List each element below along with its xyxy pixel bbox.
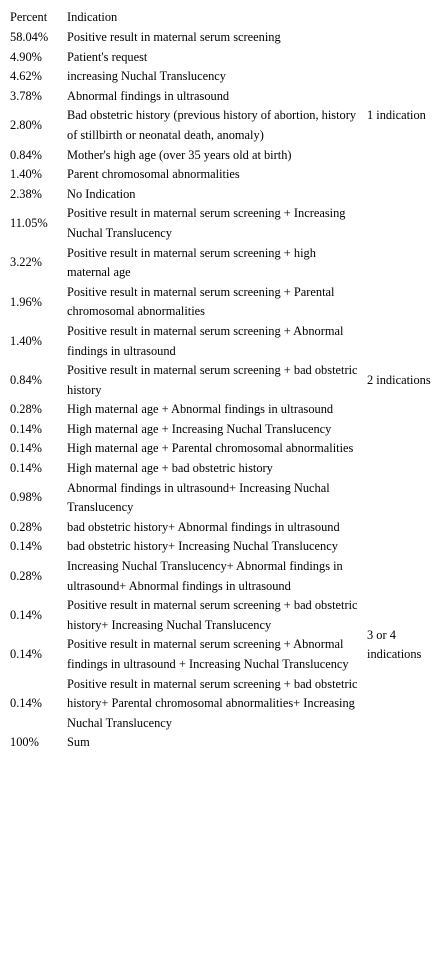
percent-cell: 11.05% — [10, 216, 48, 231]
indication-cell: Bad obstetric history (previous history of abortion, history of stillbirth or neonatal death, anomaly) — [67, 108, 357, 142]
indication-count-group: 3 or 4 indications — [367, 627, 422, 662]
indication-count-group: 2 indications — [367, 372, 431, 387]
percent-cell: 0.84% — [10, 147, 43, 162]
percent-cell: 0.14% — [10, 441, 43, 456]
indication-cell: Positive result in maternal serum screening + Abnormal findings in ultrasound — [67, 323, 344, 358]
indication-cell: increasing Nuchal Translucency — [67, 69, 226, 84]
table-body — [8, 28, 438, 733]
percent-cell: 0.14% — [10, 539, 43, 554]
percent-cell: 0.14% — [10, 696, 43, 711]
indication-cell: Parent chromosomal abnormalities — [67, 167, 240, 182]
percent-cell: 0.14% — [10, 461, 43, 476]
indication-cell: High maternal age + Abnormal findings in ultrasound — [67, 402, 334, 417]
indication-cell: Positive result in maternal serum screening + Abnormal findings in ultrasound + Increasing Nuchal Translucency — [67, 637, 349, 671]
indication-cell: Positive result in maternal serum screening + Parental chromosomal abnormalities — [67, 284, 335, 319]
percent-cell: 3.78% — [10, 88, 43, 103]
percent-cell: 3.22% — [10, 255, 43, 270]
indication-cell: bad obstetric history+ Abnormal findings in ultrasound — [67, 519, 340, 534]
sum-group — [361, 733, 438, 753]
indication-cell: Abnormal findings in ultrasound+ Increasing Nuchal Translucency — [67, 480, 330, 515]
indication-table — [8, 8, 438, 753]
percent-cell: 0.14% — [10, 608, 43, 623]
indication-cell: bad obstetric history+ Increasing Nuchal Translucency — [67, 539, 338, 554]
indication-column-header: Indication — [67, 10, 118, 25]
table-row — [8, 28, 438, 48]
indication-cell: High maternal age + bad obstetric history — [67, 461, 273, 476]
indication-cell: Positive result in maternal serum screening — [67, 30, 281, 44]
sum-percent: 100% — [10, 735, 39, 750]
percent-cell: 2.80% — [10, 118, 43, 133]
indication-cell: Patient's request — [67, 49, 148, 64]
percent-cell: 0.98% — [10, 490, 43, 505]
indication-cell: Positive result in maternal serum screening + bad obstetric history+ Increasing Nuchal Translucency — [67, 598, 358, 632]
indication-cell: No Indication — [67, 186, 136, 201]
percent-cell: 0.14% — [10, 647, 43, 662]
indication-count-group: 1 indication — [367, 108, 426, 123]
table-row — [8, 204, 438, 243]
indication-cell: Positive result in maternal serum screening + Increasing Nuchal Translucency — [67, 206, 346, 240]
percent-cell: 0.14% — [10, 421, 43, 436]
indication-cell: Positive result in maternal serum screening + bad obstetric history+ Parental chromosomal abnormalities+ Increasing Nuchal Translucency — [67, 676, 358, 730]
indication-cell: High maternal age + Parental chromosomal abnormalities — [67, 441, 354, 456]
percent-cell: 0.28% — [10, 568, 43, 583]
percent-cell: 58.04% — [10, 30, 49, 44]
indication-cell: Mother's high age (over 35 years old at birth) — [67, 147, 292, 162]
indication-cell: Positive result in maternal serum screening + high maternal age — [67, 245, 316, 280]
percent-cell: 4.90% — [10, 49, 43, 64]
percent-cell: 0.84% — [10, 372, 43, 387]
indication-cell: High maternal age + Increasing Nuchal Translucency — [67, 421, 332, 436]
indication-cell: Increasing Nuchal Translucency+ Abnormal findings in ultrasound+ Abnormal findings in ultrasound — [67, 559, 343, 593]
sum-label: Sum — [67, 735, 90, 750]
table-row — [8, 557, 438, 596]
group-column-header — [361, 8, 438, 28]
percent-cell: 1.96% — [10, 294, 43, 309]
percent-cell: 4.62% — [10, 69, 43, 84]
percent-cell: 1.40% — [10, 333, 43, 348]
percent-cell: 2.38% — [10, 186, 43, 201]
percent-cell: 0.28% — [10, 402, 43, 417]
percent-cell: 1.40% — [10, 167, 43, 182]
sum-row — [8, 733, 438, 753]
percent-cell: 0.28% — [10, 519, 43, 534]
percent-column-header: Percent — [10, 10, 48, 25]
indication-cell: Abnormal findings in ultrasound — [67, 88, 230, 103]
table-header-row — [8, 8, 438, 28]
indication-cell: Positive result in maternal serum screening + bad obstetric history — [67, 363, 358, 397]
